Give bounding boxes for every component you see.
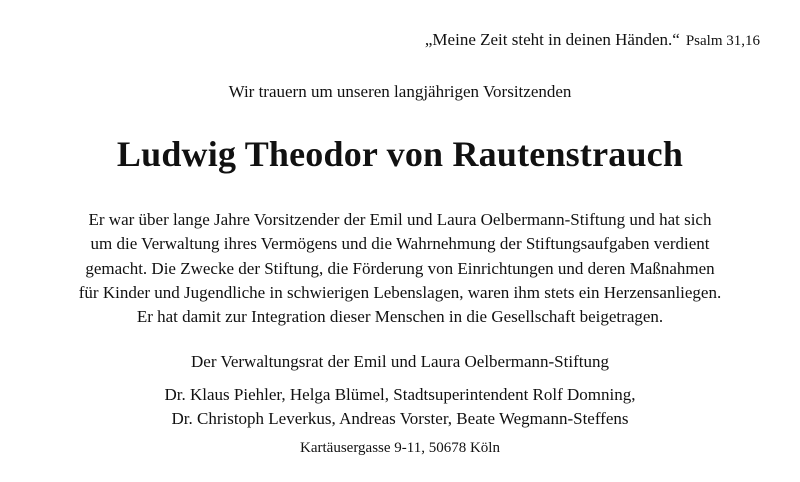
tribute-line: Er hat damit zur Integration dieser Menschen in die Gesellschaft beigetragen. [136,307,664,327]
tribute-line: gemacht. Die Zwecke der Stiftung, die Förderung von Einrichtungen und deren Maßnahmen [85,258,715,278]
council-members [0,383,800,431]
epigraph-quote: „Meine Zeit steht in deinen Händen.“ [424,30,680,49]
address-line: Kartäusergasse 9-11, 50678 Köln [300,440,500,456]
psalm-epigraph [425,30,760,50]
members-line: Dr. Christoph Leverkus, Andreas Vorster, Beate Wegmann-Steffens [171,409,629,428]
deceased-name: Ludwig Theodor von Rautenstrauch [116,134,684,174]
tribute-line: Er war über lange Jahre Vorsitzender der Emil und Laura Oelbermann-Stiftung und hat sich [88,210,712,229]
tribute-line: für Kinder und Jugendliche in schwierigen Lebenslagen, waren ihm stets ein Herzensanliegen. [78,282,722,302]
council-signature: Der Verwaltungsrat der Emil und Laura Oelbermann-Stiftung [191,352,609,371]
tribute-line: um die Verwaltung ihres Vermögens und die Wahrnehmung der Stiftungsaufgaben verdient [90,234,710,254]
members-line: Dr. Klaus Piehler, Helga Blümel, Stadtsuperintendent Rolf Domning, [164,385,636,404]
tribute-paragraph [0,208,800,329]
intro-line: Wir trauern um unseren langjährigen Vorsitzenden [228,82,572,101]
epigraph-reference: Psalm 31,16 [685,33,760,49]
